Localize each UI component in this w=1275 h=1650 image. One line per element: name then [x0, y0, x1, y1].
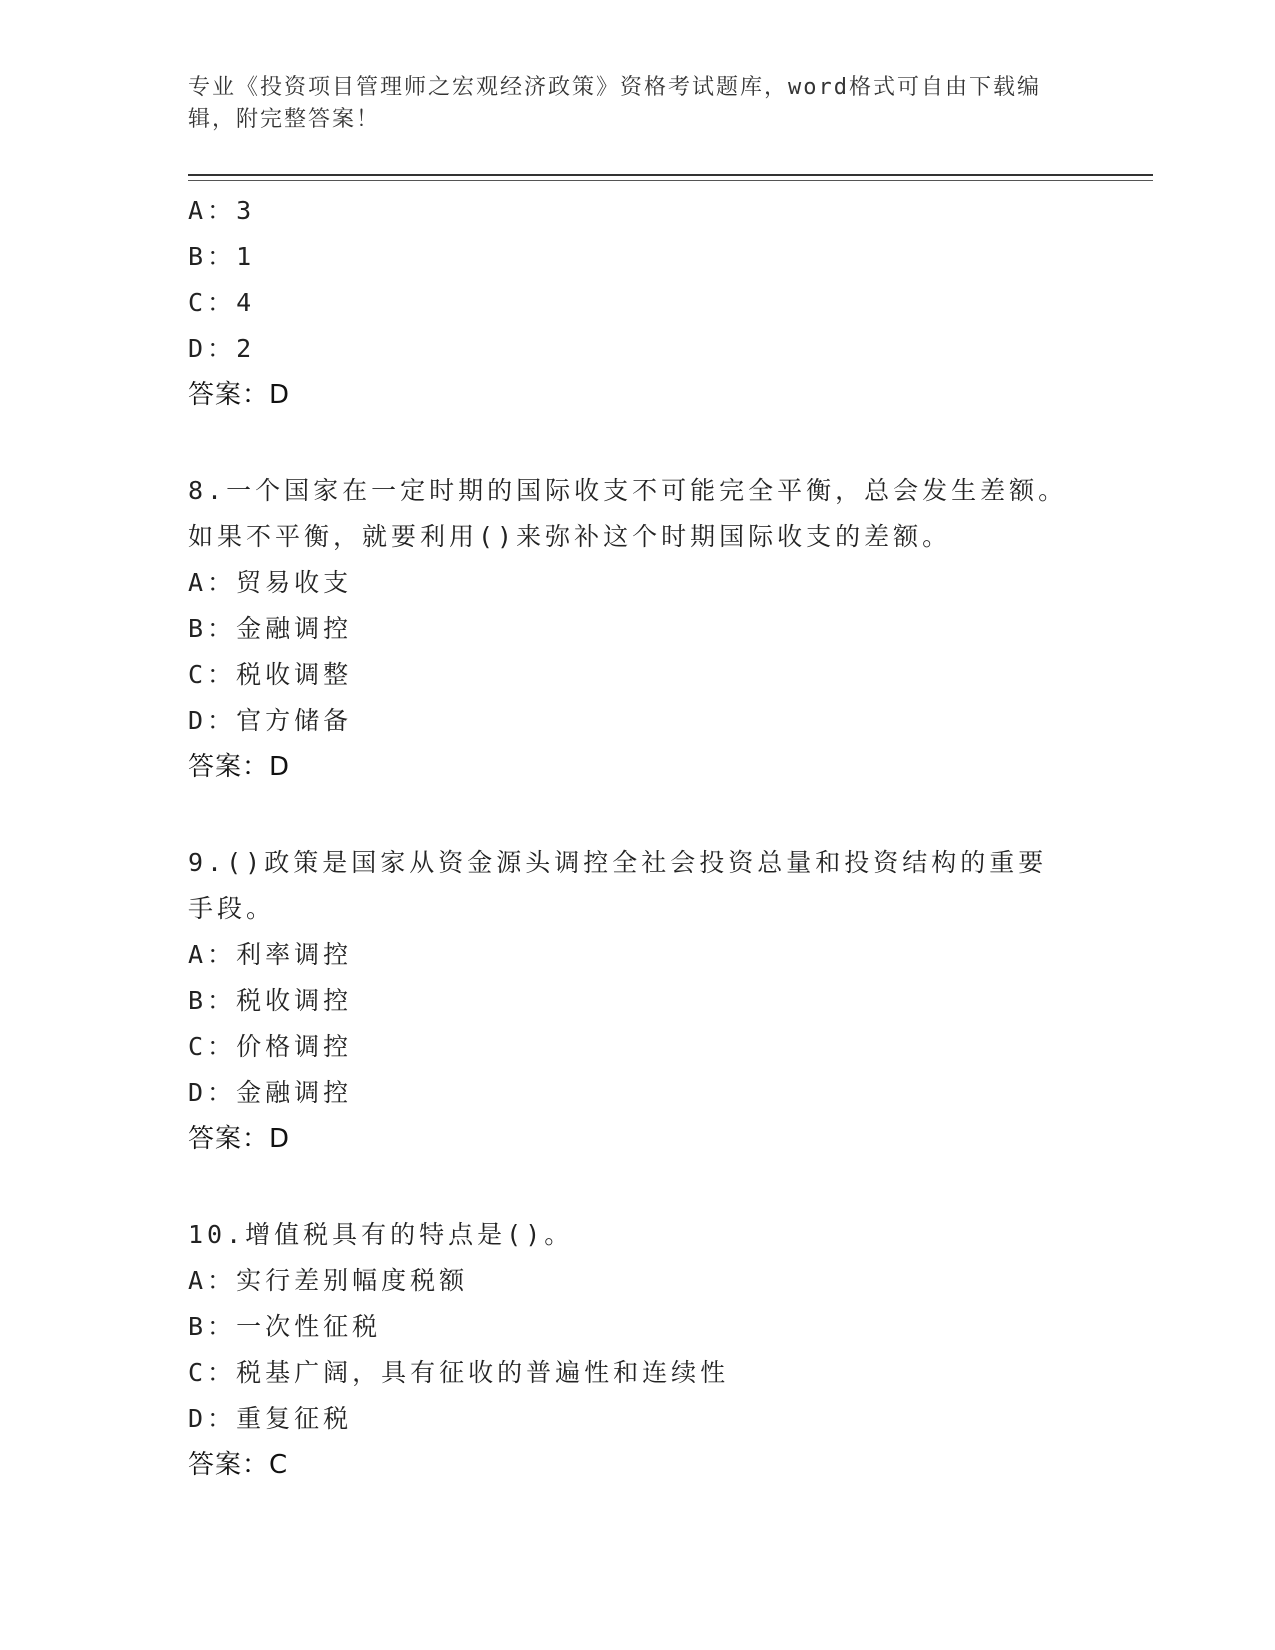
option-label: C： [188, 288, 237, 317]
option-text: 贸易收支 [236, 568, 353, 597]
answer-line [188, 1442, 1088, 1488]
question-7-continued [188, 188, 1088, 418]
option-text: 1 [236, 242, 256, 271]
option-c [188, 1350, 1088, 1396]
option-b [188, 978, 1088, 1024]
option-label: D： [188, 334, 237, 363]
option-label: C： [188, 1358, 237, 1387]
answer-line [188, 1116, 1088, 1162]
option-c [188, 280, 1088, 326]
option-label: B： [188, 614, 237, 643]
option-d [188, 698, 1088, 744]
answer-line [188, 372, 1088, 418]
header-divider-thin [188, 180, 1153, 181]
option-d [188, 326, 1088, 372]
question-10 [188, 1212, 1088, 1488]
question-text: 9.()政策是国家从资金源头调控全社会投资总量和投资结构的重要手段。 [188, 848, 1048, 923]
option-b [188, 606, 1088, 652]
option-text: 价格调控 [236, 1032, 353, 1061]
option-label: C： [188, 660, 237, 689]
answer-label: 答案： [188, 1124, 270, 1154]
option-text: 实行差别幅度税额 [236, 1266, 469, 1295]
option-b [188, 1304, 1088, 1350]
option-text: 利率调控 [236, 940, 353, 969]
option-text: 4 [236, 288, 256, 317]
option-c [188, 1024, 1088, 1070]
option-text: 2 [236, 334, 256, 363]
option-c [188, 652, 1088, 698]
option-d [188, 1396, 1088, 1442]
option-label: D： [188, 706, 237, 735]
question-9 [188, 840, 1088, 1162]
document-header: 专业《投资项目管理师之宏观经济政策》资格考试题库，word格式可自由下载编辑，附完整答案！ [188, 75, 1041, 132]
option-label: B： [188, 242, 237, 271]
option-label: B： [188, 986, 237, 1015]
option-label: D： [188, 1078, 237, 1107]
answer-label: 答案： [188, 380, 270, 410]
option-label: A： [188, 196, 237, 225]
option-a [188, 560, 1088, 606]
option-a [188, 932, 1088, 978]
option-text: 金融调控 [236, 614, 353, 643]
option-text: 3 [236, 196, 256, 225]
answer-value: D [269, 752, 291, 782]
answer-value: D [269, 380, 291, 410]
option-label: A： [188, 1266, 237, 1295]
option-text: 重复征税 [236, 1404, 353, 1433]
option-label: A： [188, 940, 237, 969]
option-text: 官方储备 [236, 706, 353, 735]
option-text: 税收调控 [236, 986, 353, 1015]
option-label: C： [188, 1032, 237, 1061]
option-label: B： [188, 1312, 237, 1341]
question-text: 8.一个国家在一定时期的国际收支不可能完全平衡，总会发生差额。如果不平衡，就要利用()来弥补这个时期国际收支的差额。 [188, 476, 1068, 551]
answer-line [188, 744, 1088, 790]
answer-label: 答案： [188, 752, 270, 782]
option-label: A： [188, 568, 237, 597]
option-text: 一次性征税 [236, 1312, 382, 1341]
option-text: 税收调整 [236, 660, 353, 689]
header-divider-thick [188, 174, 1153, 176]
option-text: 金融调控 [236, 1078, 353, 1107]
answer-value: D [269, 1124, 291, 1154]
question-text: 10.增值税具有的特点是()。 [188, 1220, 574, 1249]
question-list [188, 188, 1088, 1488]
option-text: 税基广阔，具有征收的普遍性和连续性 [236, 1358, 730, 1387]
answer-label: 答案： [188, 1450, 270, 1480]
option-label: D： [188, 1404, 237, 1433]
option-d [188, 1070, 1088, 1116]
option-b [188, 234, 1088, 280]
option-a [188, 188, 1088, 234]
question-8 [188, 468, 1088, 790]
answer-value: C [269, 1450, 289, 1480]
option-a [188, 1258, 1088, 1304]
